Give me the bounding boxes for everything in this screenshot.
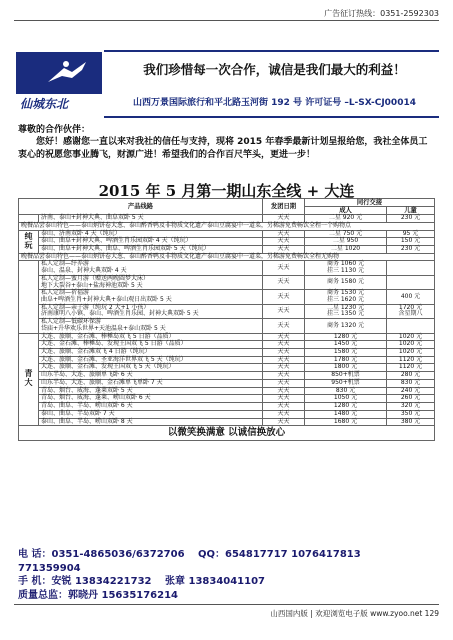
route-child-price: 260 元	[387, 395, 435, 403]
route-date: 天天	[263, 333, 305, 341]
route-date: 天天	[263, 418, 305, 426]
closing-slogan: 以微笑换满意 以诚信换放心	[19, 426, 435, 441]
route-adult-price: 商务 1320 元	[305, 319, 387, 333]
route-child-price: 230 元	[387, 245, 435, 253]
header-adult: 成人	[305, 207, 387, 215]
route-table	[18, 198, 435, 441]
route-date: 天天	[263, 238, 305, 246]
slogan: 我们珍惜每一次合作，诚信是我们最大的利益！	[143, 62, 406, 78]
route-adult-price: 二星 920 元	[305, 215, 387, 223]
intro-letter	[18, 124, 435, 161]
intro-body: 您好！感谢您一直以来对我社的信任与支持，现将 2015 年春季最新计划呈报给您，我社全体员工衷心的祝愿您事业腾飞，财源广进！希望我们的合作百尺竿头，更进一步！	[18, 137, 428, 160]
route-child-price: 1020 元	[387, 333, 435, 341]
route-adult-price: 1050 元	[305, 395, 387, 403]
route-adult-price: 二星 1230 元 挂三 1350 元	[305, 304, 387, 318]
route-name: 泰山、曲阜+封神大典、啤酒生肖乐园双卧 4 天（纯玩）	[39, 238, 263, 246]
header-product: 产品线路	[19, 199, 263, 215]
route-adult-price: 商务 1530 元 挂三 1620 元	[305, 290, 387, 304]
page-title: 2015 年 5 月第一期山东全线 + 大连	[98, 182, 355, 200]
mobile-zhangzhang: 张章 13834041107	[165, 576, 266, 587]
route-date: 天天	[263, 275, 305, 289]
route-child-price: 95 元	[387, 230, 435, 238]
route-date: 天天	[263, 319, 305, 333]
route-adult-price: 二星 750 元	[305, 230, 387, 238]
route-adult-price: 二星 1020	[305, 245, 387, 253]
route-child-price: 350 元	[387, 410, 435, 418]
route-child-price	[387, 261, 435, 275]
route-child-price: 320 元	[387, 403, 435, 411]
route-date: 天天	[263, 364, 305, 372]
route-date: 天天	[263, 341, 305, 349]
route-name: 私人定制—低碳环保游 岱庙+升华欢乐世界+天池温泉+泰山双卧 5 天	[39, 319, 263, 333]
route-adult-price: 1780 元	[305, 356, 387, 364]
header-child: 儿童	[387, 207, 435, 215]
group-label-pure: 纯 玩	[19, 230, 39, 253]
ad-hotline: 广告征订热线：0351-2592303	[324, 9, 439, 18]
route-adult-price: 商务 1060 元 挂三 1130 元	[305, 261, 387, 275]
contact-block	[18, 548, 435, 602]
route-child-price: 280 元	[387, 372, 435, 380]
route-date: 天天	[263, 230, 305, 238]
bottom-divider	[14, 604, 439, 605]
route-adult-price: 1480 元	[305, 410, 387, 418]
mobile-anrui: 手 机：安锐 13834221732	[18, 576, 152, 587]
route-child-price: 230 元	[387, 215, 435, 223]
route-adult-price: 二星 950	[305, 238, 387, 246]
group-label-qingda: 青 大	[19, 333, 39, 426]
table-row	[19, 379, 435, 387]
table-row	[19, 261, 435, 275]
route-date: 天天	[263, 379, 305, 387]
route-adult-price: 950+机票	[305, 379, 387, 387]
route-date: 天天	[263, 387, 305, 395]
route-adult-price: 830 元	[305, 387, 387, 395]
salutation: 尊敬的合作伙伴：	[18, 125, 91, 135]
license-line: 山西万景国际旅行和平北路玉河街 192 号 许可证号 –L-SX-CJ00014	[133, 97, 416, 108]
note-text: 晚餐品尝泰山特色——泰山炳饼卷大葱、泰山醉香鸭及非物质文化遗产泰山豆腐宴中一道菜，另稀游免费畅饮全程无购物	[19, 253, 435, 261]
route-child-price: 1120 元	[387, 356, 435, 364]
route-child-price: 1020 元	[387, 349, 435, 357]
route-name: 大连、旅顺、金石滩、棒棰岛双飞 5 日游（品质）	[39, 333, 263, 341]
route-name: 泰山、曲阜、半岛、崂山双卧 8 天	[39, 418, 263, 426]
table-row	[19, 304, 435, 318]
route-adult-price: 1450 元	[305, 341, 387, 349]
route-date: 天天	[263, 372, 305, 380]
route-adult-price: 商务 1580 元	[305, 275, 387, 289]
route-adult-price: 1580 元	[305, 349, 387, 357]
table-row	[19, 290, 435, 304]
route-date: 天天	[263, 349, 305, 357]
route-name: 泰山、曲阜、半岛双卧 7 天	[39, 410, 263, 418]
route-name: 济南、泰山+封神大典、曲阜双卧 5 天	[39, 215, 263, 223]
route-name: 私人定制—蜜月游（赠送两晚圆梦大床） 地下大裂谷+泰山+盐海神池双卧 5 天	[39, 275, 263, 289]
route-name: 大连、旅顺、金石滩、圣亚海洋世界双飞 5 天（纯玩）	[39, 356, 263, 364]
route-name: 私人定制—纾养游 泰山、温泉、封神大典双卧 4 天	[39, 261, 263, 275]
route-child-price: 380 元	[387, 418, 435, 426]
qq-numbers: QQ：654817717 1076417813 771359904	[18, 549, 361, 574]
route-name: 青岛、曲阜、半岛、崂山双卧 6 天	[39, 403, 263, 411]
route-date: 天天	[263, 245, 305, 253]
route-adult-price: 1280 元	[305, 333, 387, 341]
note-row	[19, 222, 435, 230]
route-date: 天天	[263, 403, 305, 411]
header-date: 发团日期	[263, 199, 305, 215]
closing-row	[19, 426, 435, 441]
company-banner	[14, 50, 439, 118]
route-name: 山东半岛、大连、旅顺单飞卧 6 天	[39, 372, 263, 380]
route-name: 私人定制—祈福游 曲阜+啤酒生肖+封神大典+泰山观日出双卧 5 天	[39, 290, 263, 304]
route-adult-price: 1800 元	[305, 364, 387, 372]
route-name: 私人定制—亲子游（纯玩 2 大+1 小孩） 济南康明八小镇、泰山、啤酒生肖乐园、封神大典双卧 5 天	[39, 304, 263, 318]
route-child-price	[387, 275, 435, 289]
route-name: 大连、旅顺、金石滩、发现王国双飞 5 天（纯玩）	[39, 364, 263, 372]
route-date: 天天	[263, 215, 305, 223]
route-child-price: 400 元	[387, 290, 435, 304]
group-label-custom	[19, 261, 39, 333]
route-name: 大连、金石滩、棒棰岛、发现王国双飞 5 日游（品质）	[39, 341, 263, 349]
route-date: 天天	[263, 356, 305, 364]
top-divider	[14, 20, 439, 21]
route-name: 大连、旅顺、金石滩双飞 4 日游（纯玩）	[39, 349, 263, 357]
route-name: 青岛、烟台、威海、蓬莱、崂山双卧 6 天	[39, 395, 263, 403]
route-child-price: 1720 元 含星期八	[387, 304, 435, 318]
route-child-price: 240 元	[387, 387, 435, 395]
page-footer: 山西国内版 | 欢迎浏览电子版 www.zyoo.net 129	[270, 609, 439, 618]
route-child-price: 830 元	[387, 379, 435, 387]
route-date: 天天	[263, 261, 305, 275]
route-date: 天天	[263, 410, 305, 418]
route-date: 天天	[263, 304, 305, 318]
route-name: 青岛、烟台、威海、蓬莱双卧 5 天	[39, 387, 263, 395]
table-row	[19, 418, 435, 426]
header-exchange: 同行交接	[305, 199, 435, 207]
table-row	[19, 319, 435, 333]
route-child-price	[387, 319, 435, 333]
route-date: 天天	[263, 290, 305, 304]
route-date: 天天	[263, 395, 305, 403]
route-name: 泰山、曲阜+封神大典、曲阜、啤酒生肖乐园双卧 5 天（纯玩）	[39, 245, 263, 253]
route-name: 山东半岛、大连、旅顺、金石滩单飞单卧 7 天	[39, 379, 263, 387]
table-row	[19, 410, 435, 418]
route-adult-price: 850+机票	[305, 372, 387, 380]
skier-logo-icon	[42, 58, 92, 88]
phone-numbers: 电 话：0351-4865036/6372706	[18, 549, 185, 560]
logo-text: 仙城东北	[20, 97, 69, 111]
table-row	[19, 275, 435, 289]
route-adult-price: 1280 元	[305, 403, 387, 411]
route-child-price: 1020 元	[387, 341, 435, 349]
company-logo	[14, 50, 104, 118]
note-text: 晚餐品尝泰山特色——泰山炳饼卷大葱、泰山醉香鸭及非物质文化遗产泰山豆腐宴中一道菜，另稀游免费畅饮全程一个购物点	[19, 222, 435, 230]
quality-supervisor: 质量总监：郭晓丹 15635176214	[18, 589, 179, 601]
route-child-price: 1120 元	[387, 364, 435, 372]
route-name: 泰山、济南双卧 4 天（纯玩）	[39, 230, 263, 238]
route-adult-price: 1680 元	[305, 418, 387, 426]
route-child-price: 150 元	[387, 238, 435, 246]
